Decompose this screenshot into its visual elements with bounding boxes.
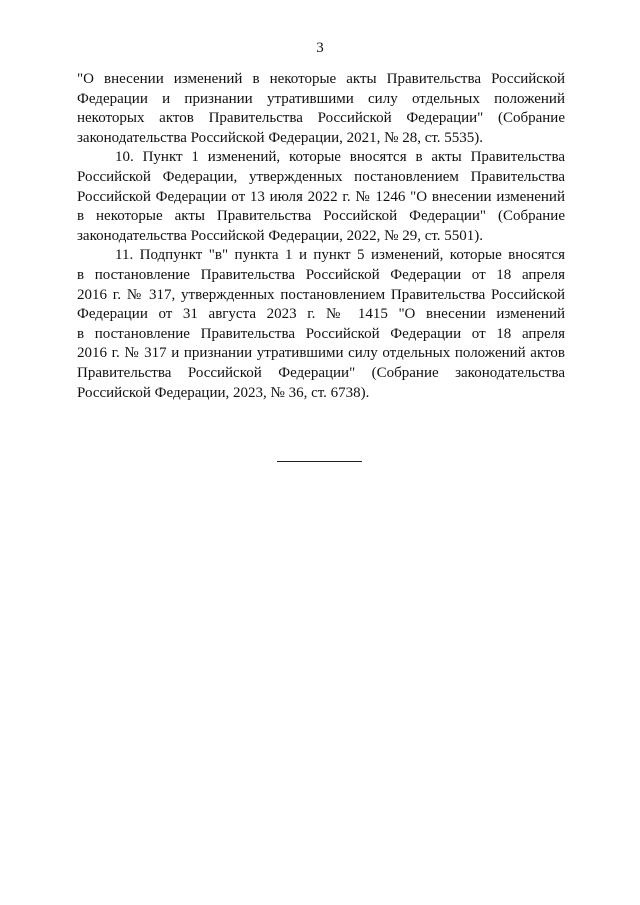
text-line: в постановление Правительства Российской Федерации от 18 апреля [77,325,565,342]
text-line: Правительства Российской Федерации" (Собрание законодательства [77,364,565,381]
text-line: "О внесении изменений в некоторые акты Правительства Российской [77,71,565,87]
text-line: законодательства Российской Федерации, 2021, № 28, ст. 5535). [77,129,484,146]
end-separator-line [277,461,362,462]
text-line: в постановление Правительства Российской Федерации от 18 апреля [77,266,565,283]
text-line: 2016 г. № 317, утвержденных постановлением Правительства Российской [77,286,565,303]
paragraph-item-11 [77,246,565,403]
text-line: Российской Федерации, утвержденных постановлением Правительства [77,168,565,185]
document-body [77,70,565,403]
page-number: 3 [316,40,324,56]
text-line: законодательства Российской Федерации, 2022, № 29, ст. 5501). [77,227,484,244]
text-line: некоторых актов Правительства Российской Федерации" (Собрание [77,110,565,127]
text-line: в некоторые акты Правительства Российской Федерации" (Собрание [77,208,565,225]
text-line: 10. Пункт 1 изменений, которые вносятся в акты Правительства [115,149,565,166]
text-line: Российской Федерации от 13 июля 2022 г. № 1246 "О внесении изменений [77,188,565,205]
text-line: 11. Подпункт "в" пункта 1 и пункт 5 изменений, которые вносятся [115,247,565,264]
text-line: Российской Федерации, 2023, № 36, ст. 6738). [77,384,370,401]
text-line: 2016 г. № 317 и признании утратившими силу отдельных положений актов [77,345,565,362]
text-line: Федерации и признании утратившими силу отдельных положений [77,90,565,107]
text-line: Федерации от 31 августа 2023 г. № 1415 "О внесении изменений [77,306,565,323]
paragraph-continuation [77,70,565,148]
paragraph-item-10 [77,148,565,246]
